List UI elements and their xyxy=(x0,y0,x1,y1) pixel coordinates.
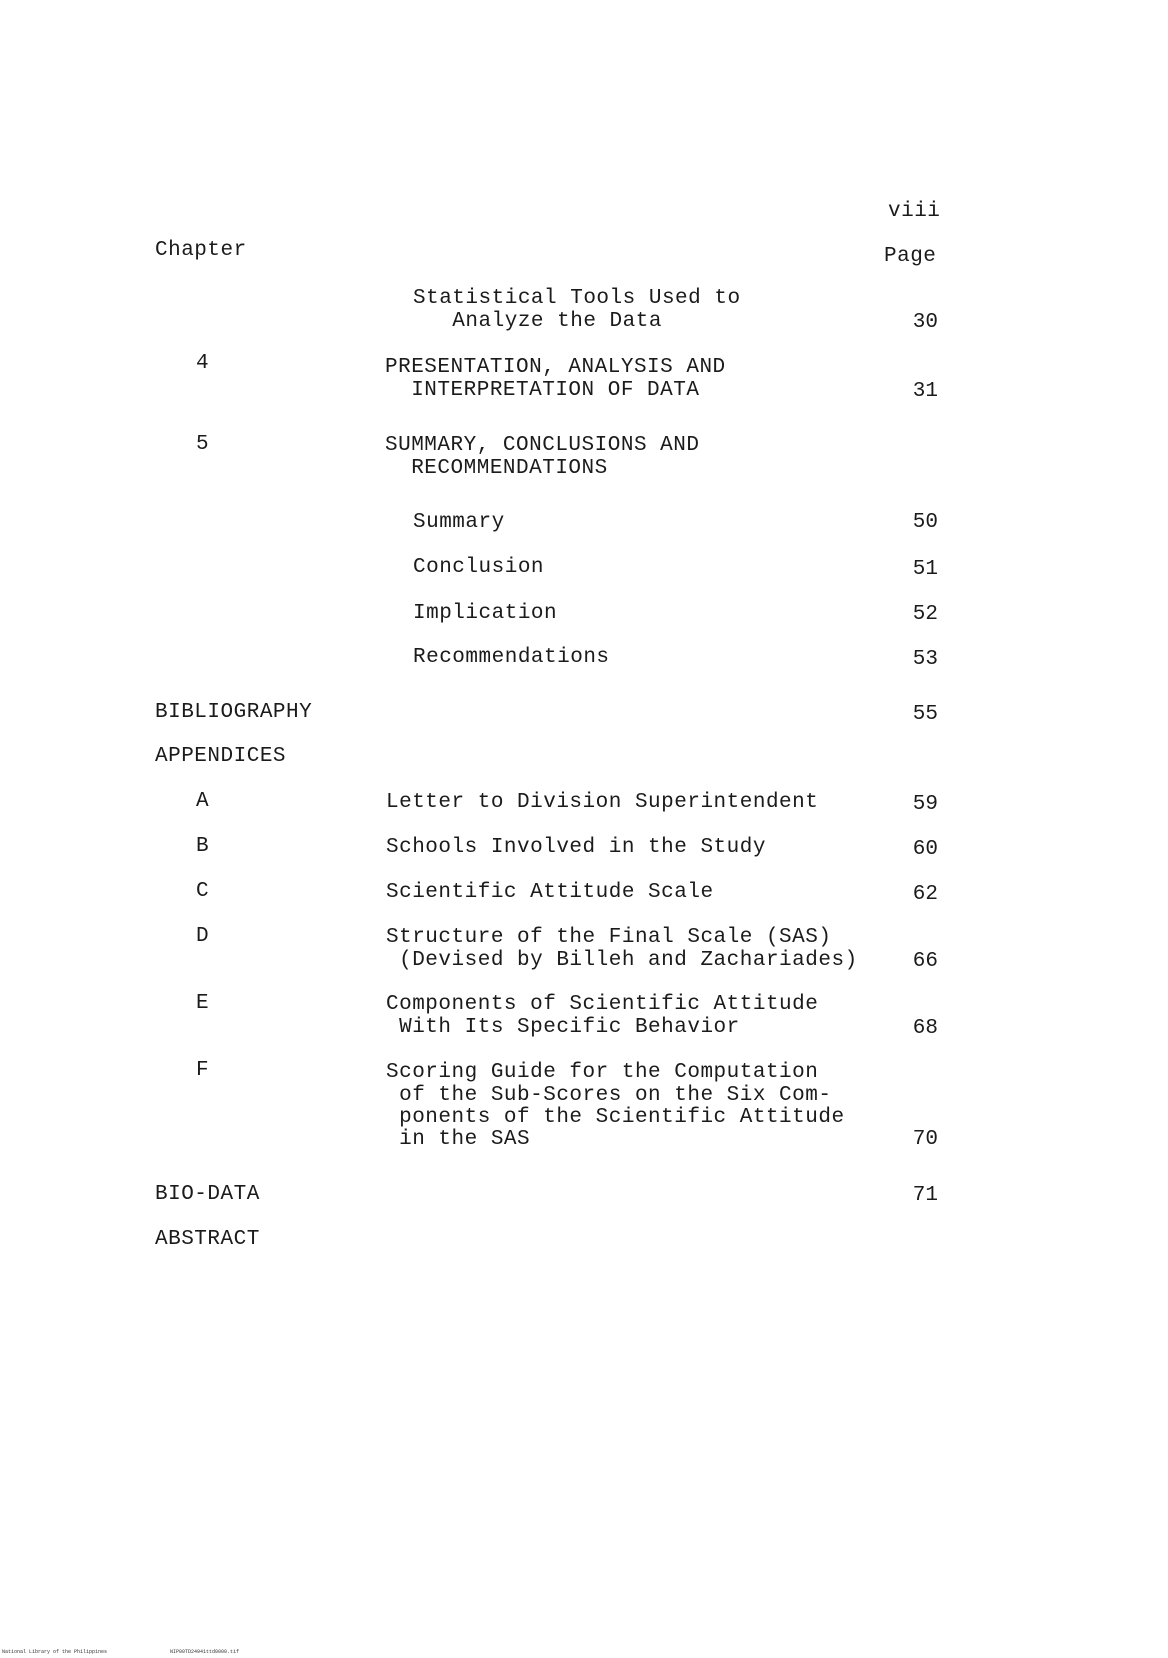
entry-title-cont: With Its Specific Behavior xyxy=(386,1016,740,1039)
entry-title: Implication xyxy=(413,602,558,625)
entry-title-cont: (Devised by Billeh and Zachariades) xyxy=(386,949,858,972)
entry-title: Recommendations xyxy=(413,646,610,669)
entry-page: 60 xyxy=(912,838,938,861)
entry-page: 66 xyxy=(912,950,938,973)
entry-page: 52 xyxy=(912,603,938,626)
section-title: BIO-DATA xyxy=(155,1183,260,1206)
entry-page: 30 xyxy=(912,311,938,334)
entry-title: Letter to Division Superintendent xyxy=(386,791,819,814)
entry-page: 31 xyxy=(912,380,938,403)
entry-title: Summary xyxy=(413,511,505,534)
page-number: viii xyxy=(888,200,941,223)
entry-title-cont: of the Sub-Scores on the Six Com- xyxy=(386,1084,832,1107)
entry-title-cont: INTERPRETATION OF DATA xyxy=(385,379,700,402)
page-heading: Page xyxy=(884,245,937,268)
entry-title-cont: ponents of the Scientific Attitude xyxy=(386,1106,845,1129)
appendix-letter: F xyxy=(196,1059,210,1082)
entry-page: 71 xyxy=(912,1184,938,1207)
footer-right: NIP00TD24941ttd0000.tif xyxy=(170,1649,240,1655)
entry-page: 70 xyxy=(912,1128,938,1151)
appendix-letter: C xyxy=(196,880,210,903)
chapter-number: 5 xyxy=(196,433,210,456)
entry-title-cont: Analyze the Data xyxy=(413,310,662,333)
entry-title: PRESENTATION, ANALYSIS AND xyxy=(385,356,726,379)
appendix-letter: D xyxy=(196,925,210,948)
entry-page: 50 xyxy=(912,511,938,534)
entry-title: Scoring Guide for the Computation xyxy=(386,1061,819,1084)
entry-title: Scientific Attitude Scale xyxy=(386,881,714,904)
entry-title: Statistical Tools Used to xyxy=(413,287,741,310)
entry-title-cont: in the SAS xyxy=(386,1128,531,1151)
appendices-heading: APPENDICES xyxy=(155,745,287,768)
entry-title: SUMMARY, CONCLUSIONS AND xyxy=(385,434,700,457)
appendix-letter: B xyxy=(196,835,210,858)
appendix-letter: A xyxy=(196,790,210,813)
section-title: BIBLIOGRAPHY xyxy=(155,701,313,724)
entry-page: 53 xyxy=(912,648,938,671)
entry-title: Schools Involved in the Study xyxy=(386,836,766,859)
chapter-heading: Chapter xyxy=(155,239,247,262)
appendix-letter: E xyxy=(196,992,210,1015)
footer-left: National Library of the Philippines xyxy=(2,1649,108,1655)
entry-title: Conclusion xyxy=(413,556,545,579)
entry-page: 51 xyxy=(912,558,938,581)
entry-page: 68 xyxy=(912,1017,938,1040)
entry-title-cont: RECOMMENDATIONS xyxy=(385,457,608,480)
section-title: ABSTRACT xyxy=(155,1228,260,1251)
chapter-number: 4 xyxy=(196,352,210,375)
entry-page: 59 xyxy=(912,793,938,816)
entry-title: Components of Scientific Attitude xyxy=(386,993,819,1016)
entry-title: Structure of the Final Scale (SAS) xyxy=(386,926,832,949)
entry-page: 55 xyxy=(912,703,938,726)
entry-page: 62 xyxy=(912,883,938,906)
